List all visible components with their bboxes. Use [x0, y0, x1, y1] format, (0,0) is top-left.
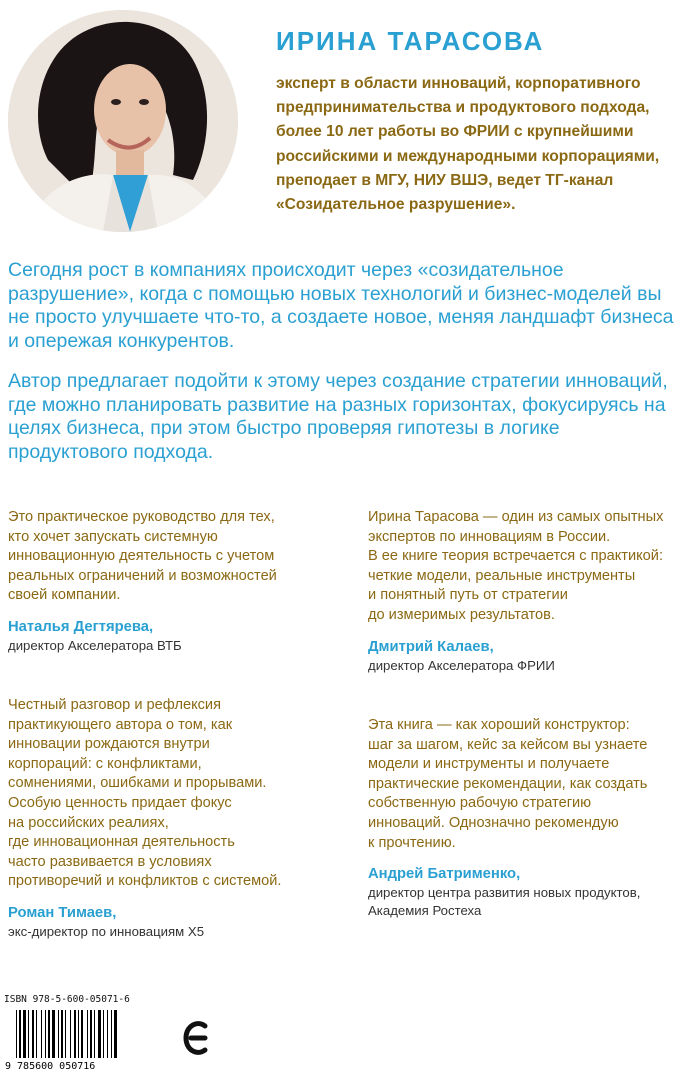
barcode-bar: [28, 1010, 29, 1058]
barcode-bar: [107, 1010, 108, 1058]
barcode-bar: [16, 1010, 17, 1058]
review-quote: Ирина Тарасова — один из самых опытных экспертов по инновациям в России. В ее книге теория встречается с практикой: четкие модели, реальные инструменты и понятный путь от стратегии до измеримых результатов.: [368, 509, 664, 623]
barcode-bar: [45, 1010, 46, 1058]
review-author-name: Наталья Дегтярева,: [8, 618, 154, 635]
barcode-bar: [74, 1010, 76, 1058]
barcode-digits: 9 785600 050716: [5, 1061, 96, 1070]
barcode-bar: [36, 1010, 37, 1058]
barcode-bar: [65, 1010, 66, 1058]
review-quote: Это практическое руководство для тех, кто хочет запускать системную инновационную деятельность с учетом реальных ограничений и возможностей своей компании.: [8, 509, 277, 604]
barcode-bar: [52, 1010, 55, 1058]
review-author-role: экс-директор по инновациям X5: [8, 923, 205, 939]
barcode-bar: [58, 1010, 59, 1058]
barcode-bar: [70, 1010, 71, 1058]
review-author-name: Дмитрий Калаев,: [368, 638, 494, 655]
author-name: ИРИНА ТАРАСОВА: [276, 26, 545, 56]
barcode-bar: [98, 1010, 101, 1058]
barcode-bar: [48, 1010, 50, 1058]
barcode-bar: [19, 1010, 21, 1058]
review-author-name: Роман Тимаев,: [8, 904, 117, 921]
author-bio: эксперт в области инноваций, корпоративного предпринимательства и продуктового подхода, более 10 лет работы во ФРИИ с крупнейшими российскими и международными корпорациями, преподает в МГУ, НИУ ВШЭ, ведет ТГ-канал «Созидательное разрушение».: [276, 75, 660, 214]
author-photo: [8, 10, 238, 232]
barcode-bar: [103, 1010, 104, 1058]
review-quote: Эта книга — как хороший конструктор: шаг за шагом, кейс за кейсом вы узнаете модели и инструменты и получаете практические рекомендации, как создать собственную рабочую стратегию инноваций. Однозначно рекомендую к прочтению.: [368, 717, 648, 851]
barcode-bar: [78, 1010, 79, 1058]
barcode-bar: [94, 1010, 95, 1058]
review-4: [368, 716, 680, 920]
review-2: [368, 508, 680, 675]
isbn-barcode: [4, 1008, 136, 1070]
barcode-bar: [81, 1010, 83, 1058]
isbn-label: ISBN 978-5-600-05071-6: [4, 994, 130, 1005]
intro-paragraph-1: Сегодня рост в компаниях происходит через «созидательное разрушение», когда с помощью новых технологий и бизнес-моделей вы не просто улучшаете что-то, а создаете новое, меняя ландшафт бизнеса и опережая конкурентов.: [8, 259, 674, 352]
barcode-bar: [87, 1010, 88, 1058]
review-author-name: Андрей Батрименко,: [368, 866, 521, 883]
barcode-bar: [114, 1010, 117, 1058]
review-quote: Честный разговор и рефлексия практикующего автора о том, как инновации рождаются внутри корпораций: с конфликтами, сомнениями, ошибками и прорывами. Особую ценность придает фокус на российских реалиях, где инновационная деятельность часто развивается в условиях противоречий и конфликтов с системой.: [8, 697, 282, 890]
review-author-role: директор Акселератора ВТБ: [8, 637, 182, 653]
review-1: [8, 508, 328, 655]
review-author-role: директор центра развития новых продуктов, Академия Ростеха: [368, 885, 641, 919]
barcode-bar: [32, 1010, 34, 1058]
barcode-bar: [111, 1010, 112, 1058]
intro-paragraph-2: Автор предлагает подойти к этому через создание стратегии инноваций, где можно планировать развитие на разных горизонтах, фокусируясь на целях бизнеса, при этом быстро проверяя гипотезы в логике продуктового подхода.: [8, 370, 668, 463]
review-3: [8, 696, 328, 941]
barcode-bar: [61, 1010, 63, 1058]
barcode-bar: [23, 1010, 26, 1058]
barcode-bar: [41, 1010, 42, 1058]
eksmo-logo-icon: [183, 1018, 211, 1058]
barcode-bar: [90, 1010, 92, 1058]
review-author-role: директор Акселератора ФРИИ: [368, 657, 555, 673]
